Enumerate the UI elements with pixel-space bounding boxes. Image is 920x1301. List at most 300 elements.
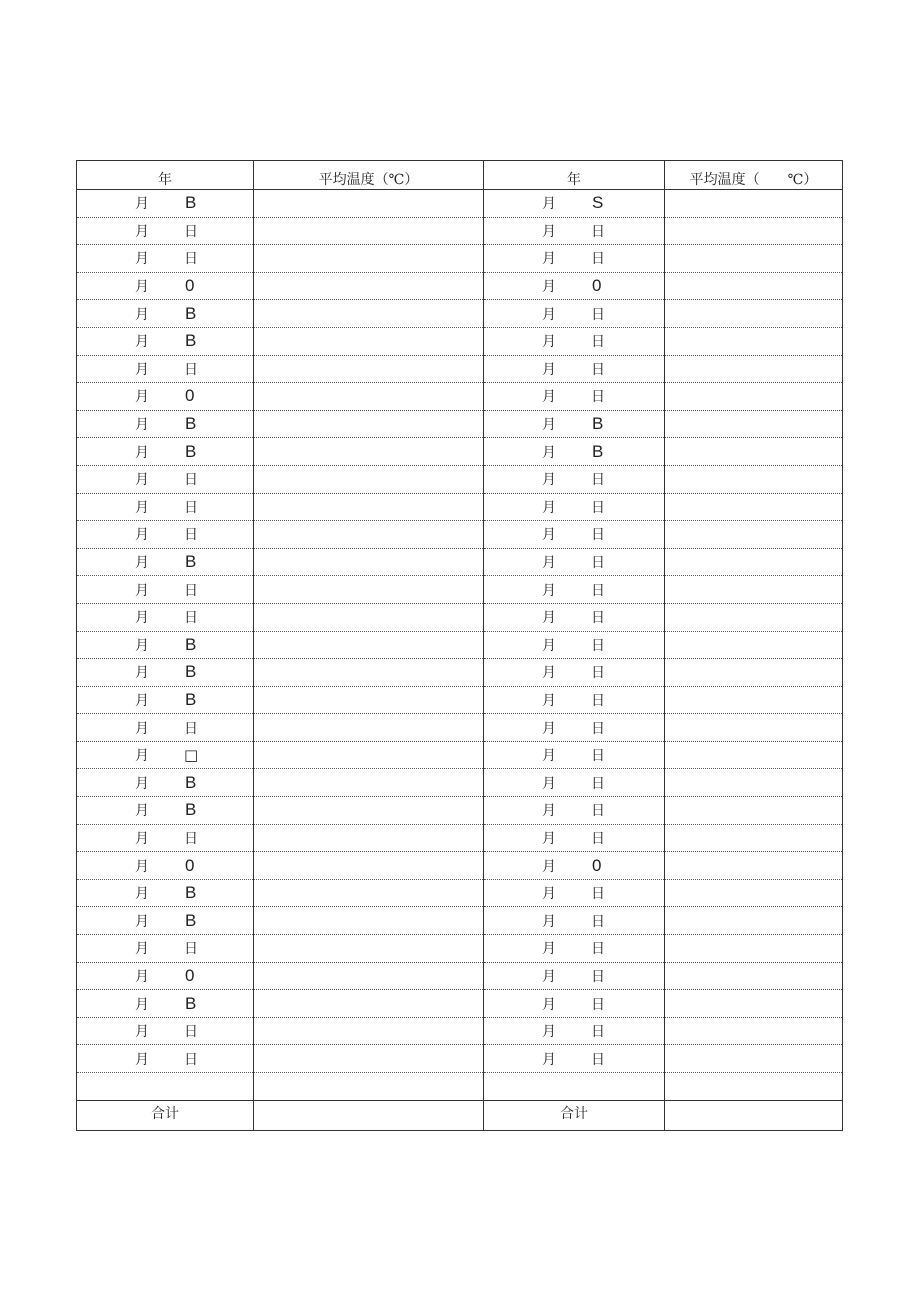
month-label: 月 xyxy=(135,223,149,240)
temperature-value-cell-right[interactable] xyxy=(665,907,843,935)
date-cell-right xyxy=(484,741,665,769)
day-label: 日 xyxy=(591,830,605,847)
temperature-value-cell-right[interactable] xyxy=(665,190,843,218)
date-cell-right xyxy=(484,576,665,604)
date-cell-right xyxy=(484,631,665,659)
day-label: B xyxy=(592,414,604,434)
temperature-value-cell-left[interactable] xyxy=(254,410,484,438)
temperature-value-cell-left[interactable] xyxy=(254,300,484,328)
temperature-value-cell-left[interactable] xyxy=(254,990,484,1018)
table-row xyxy=(77,383,843,411)
date-cell-left xyxy=(77,521,254,549)
day-label: B xyxy=(185,414,197,434)
date-cell-left xyxy=(77,603,254,631)
month-label: 月 xyxy=(542,582,556,599)
date-cell-right xyxy=(484,797,665,825)
table-row xyxy=(77,300,843,328)
day-label: 日 xyxy=(591,582,605,599)
table-row xyxy=(77,935,843,963)
day-label: B xyxy=(185,800,197,820)
day-label: 0 xyxy=(185,386,195,406)
day-label: S xyxy=(592,193,604,213)
temperature-value-cell-right[interactable] xyxy=(665,962,843,990)
month-label: 月 xyxy=(135,830,149,847)
month-label: 月 xyxy=(135,472,149,489)
temperature-value-cell-left[interactable] xyxy=(254,714,484,742)
table-row xyxy=(77,797,843,825)
day-label: 日 xyxy=(591,472,605,489)
month-label: 月 xyxy=(542,223,556,240)
month-label: 月 xyxy=(135,444,149,461)
temperature-value-cell-left[interactable] xyxy=(254,1045,484,1073)
day-label: 日 xyxy=(591,886,605,903)
day-label: 日 xyxy=(184,830,198,847)
avg-temp-header-left: 平均温度（℃） xyxy=(254,161,484,190)
table-row xyxy=(77,521,843,549)
month-label: 月 xyxy=(542,886,556,903)
temperature-value-cell-left[interactable] xyxy=(254,879,484,907)
date-cell-left xyxy=(77,962,254,990)
table-row xyxy=(77,272,843,300)
day-label: 0 xyxy=(592,276,602,296)
date-cell-left xyxy=(77,383,254,411)
date-cell-right xyxy=(484,1045,665,1073)
temperature-value-cell-left[interactable] xyxy=(254,962,484,990)
date-cell-right xyxy=(484,659,665,687)
day-label: 日 xyxy=(591,334,605,351)
temperature-value-cell-left[interactable] xyxy=(254,576,484,604)
temperature-value-cell-left[interactable] xyxy=(254,383,484,411)
month-label: 月 xyxy=(542,913,556,930)
temperature-value-cell-left[interactable] xyxy=(254,465,484,493)
day-label: B xyxy=(185,662,197,682)
day-label: 日 xyxy=(591,527,605,544)
month-label: 月 xyxy=(542,1024,556,1041)
temperature-value-cell-right[interactable] xyxy=(665,797,843,825)
temperature-value-cell-right[interactable] xyxy=(665,300,843,328)
temperature-value-cell-left[interactable] xyxy=(254,769,484,797)
day-label: 日 xyxy=(591,499,605,516)
table-row xyxy=(77,245,843,273)
temperature-value-cell-right[interactable] xyxy=(665,769,843,797)
table-row xyxy=(77,686,843,714)
month-label: 月 xyxy=(542,968,556,985)
month-label: 月 xyxy=(135,389,149,406)
blank-row xyxy=(77,1073,843,1101)
table-row xyxy=(77,410,843,438)
table-row xyxy=(77,907,843,935)
total-row xyxy=(77,1100,843,1130)
month-label: 月 xyxy=(135,527,149,544)
temperature-value-cell-right[interactable] xyxy=(665,659,843,687)
temperature-value-cell-right[interactable] xyxy=(665,824,843,852)
day-label: B xyxy=(185,552,197,572)
date-cell-left xyxy=(77,797,254,825)
date-cell-left xyxy=(77,217,254,245)
table-row xyxy=(77,465,843,493)
date-cell-left xyxy=(77,741,254,769)
day-label: 日 xyxy=(591,665,605,682)
temperature-value-cell-right[interactable] xyxy=(665,493,843,521)
day-label: B xyxy=(185,634,197,654)
month-label: 月 xyxy=(135,499,149,516)
month-label: 月 xyxy=(135,858,149,875)
month-label: 月 xyxy=(135,775,149,792)
temperature-value-cell-right[interactable] xyxy=(665,852,843,880)
month-label: 月 xyxy=(135,637,149,654)
month-label: 月 xyxy=(542,306,556,323)
month-label: 月 xyxy=(135,306,149,323)
total-value-right[interactable] xyxy=(665,1100,843,1130)
table-row xyxy=(77,1017,843,1045)
day-label: 日 xyxy=(591,251,605,268)
table-row xyxy=(77,714,843,742)
temperature-value-cell-right[interactable] xyxy=(665,631,843,659)
temperature-value-cell-left[interactable] xyxy=(254,1017,484,1045)
month-label: 月 xyxy=(542,803,556,820)
date-cell-left xyxy=(77,769,254,797)
date-cell-left xyxy=(77,465,254,493)
month-label: 月 xyxy=(135,1024,149,1041)
day-label: 日 xyxy=(591,720,605,737)
temperature-value-cell-left[interactable] xyxy=(254,631,484,659)
table-row xyxy=(77,962,843,990)
date-cell-left xyxy=(77,576,254,604)
temperature-value-cell-right[interactable] xyxy=(665,355,843,383)
month-label: 月 xyxy=(135,334,149,351)
date-cell-left xyxy=(77,410,254,438)
day-label: 0 xyxy=(592,855,602,875)
temperature-value-cell-right[interactable] xyxy=(665,410,843,438)
temperature-value-cell-left[interactable] xyxy=(254,217,484,245)
date-cell-left xyxy=(77,327,254,355)
temperature-value-cell-left[interactable] xyxy=(254,824,484,852)
month-label: 月 xyxy=(542,996,556,1013)
blank-cell xyxy=(254,1073,484,1101)
date-cell-left xyxy=(77,1017,254,1045)
month-label: 月 xyxy=(135,1051,149,1068)
day-label: 0 xyxy=(185,855,195,875)
table-row xyxy=(77,190,843,218)
date-cell-left xyxy=(77,879,254,907)
day-label: B xyxy=(592,441,604,461)
month-label: 月 xyxy=(135,279,149,296)
day-label: 日 xyxy=(184,1024,198,1041)
table-row xyxy=(77,493,843,521)
month-label: 月 xyxy=(135,610,149,627)
temperature-record-sheet xyxy=(76,160,842,1131)
day-label: 日 xyxy=(184,582,198,599)
month-label: 月 xyxy=(542,692,556,709)
temperature-value-cell-right[interactable] xyxy=(665,879,843,907)
day-label: B xyxy=(185,331,197,351)
month-label: 月 xyxy=(542,251,556,268)
month-label: 月 xyxy=(542,775,556,792)
temperature-value-cell-right[interactable] xyxy=(665,521,843,549)
day-label: B xyxy=(185,303,197,323)
month-label: 月 xyxy=(135,886,149,903)
blank-cell xyxy=(484,1073,665,1101)
day-label: B xyxy=(185,441,197,461)
temperature-value-cell-right[interactable] xyxy=(665,217,843,245)
month-label: 月 xyxy=(542,610,556,627)
day-label: 日 xyxy=(184,472,198,489)
day-label: B xyxy=(185,689,197,709)
table-body xyxy=(77,161,843,1131)
month-label: 月 xyxy=(135,251,149,268)
temperature-value-cell-left[interactable] xyxy=(254,741,484,769)
temperature-value-cell-left[interactable] xyxy=(254,521,484,549)
month-label: 月 xyxy=(542,361,556,378)
table-row xyxy=(77,631,843,659)
day-label: 日 xyxy=(591,748,605,765)
month-label: 月 xyxy=(542,279,556,296)
date-cell-left xyxy=(77,493,254,521)
month-label: 月 xyxy=(542,334,556,351)
temperature-value-cell-right[interactable] xyxy=(665,603,843,631)
table-row xyxy=(77,1045,843,1073)
month-label: 月 xyxy=(542,665,556,682)
month-label: 月 xyxy=(135,555,149,572)
date-cell-right xyxy=(484,962,665,990)
month-label: 月 xyxy=(135,692,149,709)
table-row xyxy=(77,217,843,245)
month-label: 月 xyxy=(135,361,149,378)
date-cell-right xyxy=(484,355,665,383)
blank-cell xyxy=(665,1073,843,1101)
day-label: B xyxy=(185,772,197,792)
day-label: 日 xyxy=(591,1024,605,1041)
temperature-value-cell-left[interactable] xyxy=(254,438,484,466)
month-label: 月 xyxy=(135,941,149,958)
month-label: 月 xyxy=(542,720,556,737)
temperature-value-cell-left[interactable] xyxy=(254,797,484,825)
table-row xyxy=(77,741,843,769)
total-value-left[interactable] xyxy=(254,1100,484,1130)
date-cell-left xyxy=(77,548,254,576)
day-label: 日 xyxy=(591,555,605,572)
month-label: 月 xyxy=(135,913,149,930)
date-cell-right xyxy=(484,1017,665,1045)
temperature-value-cell-left[interactable] xyxy=(254,190,484,218)
day-label: 日 xyxy=(591,1051,605,1068)
month-label: 月 xyxy=(135,720,149,737)
temperature-value-cell-right[interactable] xyxy=(665,383,843,411)
month-label: 月 xyxy=(542,748,556,765)
temperature-value-cell-right[interactable] xyxy=(665,576,843,604)
temperature-value-cell-left[interactable] xyxy=(254,493,484,521)
temperature-value-cell-right[interactable] xyxy=(665,1017,843,1045)
table-row xyxy=(77,576,843,604)
month-label: 月 xyxy=(542,527,556,544)
date-cell-left xyxy=(77,907,254,935)
day-label: 日 xyxy=(591,913,605,930)
date-cell-left xyxy=(77,714,254,742)
month-label: 月 xyxy=(542,444,556,461)
temperature-value-cell-right[interactable] xyxy=(665,714,843,742)
date-cell-right xyxy=(484,383,665,411)
month-label: 月 xyxy=(135,748,149,765)
temperature-value-cell-right[interactable] xyxy=(665,990,843,1018)
date-cell-right xyxy=(484,410,665,438)
day-label: 日 xyxy=(591,361,605,378)
day-label: 0 xyxy=(185,276,195,296)
month-label: 月 xyxy=(542,941,556,958)
temperature-value-cell-left[interactable] xyxy=(254,686,484,714)
day-label: 日 xyxy=(184,1051,198,1068)
date-cell-right xyxy=(484,990,665,1018)
month-label: 月 xyxy=(542,472,556,489)
temperature-value-cell-right[interactable] xyxy=(665,245,843,273)
table-row xyxy=(77,824,843,852)
temperature-value-cell-left[interactable] xyxy=(254,272,484,300)
day-label: 日 xyxy=(184,361,198,378)
temperature-value-cell-right[interactable] xyxy=(665,327,843,355)
date-cell-right xyxy=(484,907,665,935)
temperature-value-cell-left[interactable] xyxy=(254,603,484,631)
date-cell-right xyxy=(484,548,665,576)
day-label: □ xyxy=(184,746,199,765)
month-label: 月 xyxy=(542,1051,556,1068)
day-label: B xyxy=(185,910,197,930)
month-label: 月 xyxy=(135,665,149,682)
date-cell-right xyxy=(484,300,665,328)
month-label: 月 xyxy=(542,499,556,516)
date-cell-left xyxy=(77,631,254,659)
date-cell-left xyxy=(77,686,254,714)
date-cell-left xyxy=(77,438,254,466)
date-cell-left xyxy=(77,300,254,328)
temperature-value-cell-right[interactable] xyxy=(665,548,843,576)
date-cell-right xyxy=(484,686,665,714)
date-cell-left xyxy=(77,355,254,383)
date-cell-right xyxy=(484,190,665,218)
total-label-right: 合计 xyxy=(484,1100,665,1130)
day-label: B xyxy=(185,193,197,213)
date-cell-right xyxy=(484,879,665,907)
day-label: 日 xyxy=(591,996,605,1013)
day-label: 日 xyxy=(184,720,198,737)
table-row xyxy=(77,603,843,631)
temperature-value-cell-left[interactable] xyxy=(254,659,484,687)
date-cell-right xyxy=(484,521,665,549)
temperature-value-cell-right[interactable] xyxy=(665,1045,843,1073)
table-row xyxy=(77,659,843,687)
header-row xyxy=(77,161,843,190)
temperature-value-cell-left[interactable] xyxy=(254,907,484,935)
date-cell-right xyxy=(484,245,665,273)
date-cell-left xyxy=(77,272,254,300)
day-label: 日 xyxy=(591,803,605,820)
month-label: 月 xyxy=(135,968,149,985)
date-cell-right xyxy=(484,493,665,521)
day-label: 日 xyxy=(184,610,198,627)
table-row xyxy=(77,879,843,907)
day-label: 0 xyxy=(185,965,195,985)
day-label: B xyxy=(185,993,197,1013)
date-cell-right xyxy=(484,714,665,742)
date-cell-left xyxy=(77,824,254,852)
avg-temp-header-right: 平均温度（ ℃） xyxy=(665,161,843,190)
temperature-value-cell-right[interactable] xyxy=(665,272,843,300)
day-label: 日 xyxy=(591,941,605,958)
date-cell-left xyxy=(77,659,254,687)
day-label: 日 xyxy=(184,223,198,240)
month-label: 月 xyxy=(135,803,149,820)
day-label: 日 xyxy=(591,637,605,654)
temperature-value-cell-right[interactable] xyxy=(665,935,843,963)
month-label: 月 xyxy=(542,858,556,875)
year-header-right: 年 xyxy=(484,161,665,190)
temperature-value-cell-right[interactable] xyxy=(665,686,843,714)
month-label: 月 xyxy=(135,996,149,1013)
temperature-value-cell-right[interactable] xyxy=(665,465,843,493)
date-cell-left xyxy=(77,990,254,1018)
month-label: 月 xyxy=(542,196,556,213)
day-label: 日 xyxy=(591,692,605,709)
month-label: 月 xyxy=(542,555,556,572)
blank-cell xyxy=(77,1073,254,1101)
month-label: 月 xyxy=(135,196,149,213)
day-label: 日 xyxy=(591,610,605,627)
date-cell-right xyxy=(484,769,665,797)
table-row xyxy=(77,852,843,880)
date-cell-right xyxy=(484,603,665,631)
day-label: B xyxy=(185,883,197,903)
temperature-value-cell-left[interactable] xyxy=(254,935,484,963)
day-label: 日 xyxy=(184,251,198,268)
month-label: 月 xyxy=(542,389,556,406)
month-label: 月 xyxy=(542,637,556,654)
month-label: 月 xyxy=(542,417,556,434)
month-label: 月 xyxy=(542,830,556,847)
month-label: 月 xyxy=(135,582,149,599)
date-cell-left xyxy=(77,935,254,963)
date-cell-right xyxy=(484,327,665,355)
table-row xyxy=(77,548,843,576)
day-label: 日 xyxy=(591,223,605,240)
temperature-table xyxy=(76,160,843,1131)
date-cell-right xyxy=(484,935,665,963)
day-label: 日 xyxy=(184,527,198,544)
temperature-value-cell-left[interactable] xyxy=(254,548,484,576)
date-cell-left xyxy=(77,1045,254,1073)
temperature-value-cell-left[interactable] xyxy=(254,852,484,880)
table-row xyxy=(77,769,843,797)
temperature-value-cell-right[interactable] xyxy=(665,438,843,466)
table-row xyxy=(77,990,843,1018)
date-cell-right xyxy=(484,852,665,880)
day-label: 日 xyxy=(591,775,605,792)
temperature-value-cell-left[interactable] xyxy=(254,327,484,355)
day-label: 日 xyxy=(591,306,605,323)
total-label-left: 合计 xyxy=(77,1100,254,1130)
table-row xyxy=(77,327,843,355)
date-cell-right xyxy=(484,824,665,852)
date-cell-left xyxy=(77,190,254,218)
day-label: 日 xyxy=(591,389,605,406)
date-cell-left xyxy=(77,245,254,273)
day-label: 日 xyxy=(591,968,605,985)
year-header-left: 年 xyxy=(77,161,254,190)
temperature-value-cell-left[interactable] xyxy=(254,245,484,273)
temperature-value-cell-left[interactable] xyxy=(254,355,484,383)
temperature-value-cell-right[interactable] xyxy=(665,741,843,769)
day-label: 日 xyxy=(184,499,198,516)
date-cell-left xyxy=(77,852,254,880)
table-row xyxy=(77,438,843,466)
date-cell-right xyxy=(484,465,665,493)
